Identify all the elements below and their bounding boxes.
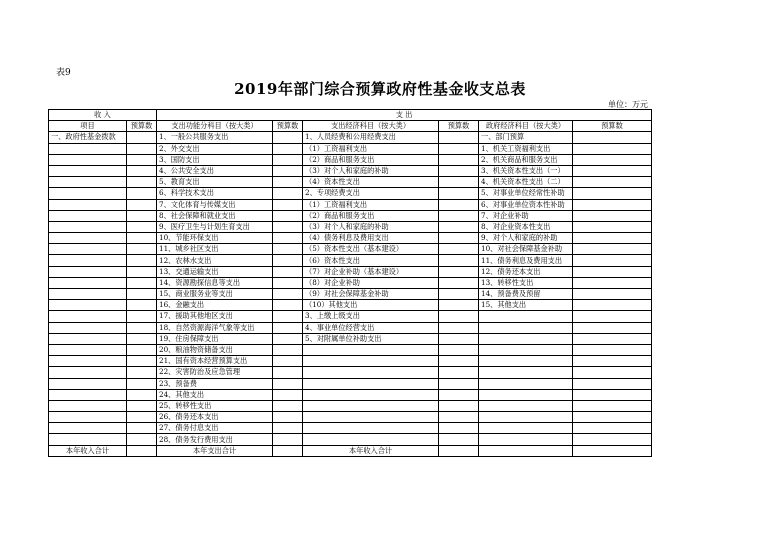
budget-value-cell	[127, 244, 157, 255]
budget-value-cell	[439, 389, 479, 400]
budget-value-cell	[127, 199, 157, 210]
econ-category-cell	[303, 367, 439, 378]
budget-value-cell	[127, 423, 157, 434]
gov-category-cell: 10、对社会保障基金补助	[479, 244, 573, 255]
budget-value-cell	[273, 311, 303, 322]
budget-value-cell	[439, 367, 479, 378]
budget-value-cell	[127, 165, 157, 176]
budget-value-cell	[273, 221, 303, 232]
budget-value-cell	[127, 400, 157, 411]
table-row	[49, 300, 652, 311]
econ-category-cell: （8）对企业补助	[303, 277, 439, 288]
budget-value-cell	[127, 289, 157, 300]
gov-category-cell: 5、对事业单位经常性补助	[479, 188, 573, 199]
budget-value-cell	[439, 132, 479, 143]
func-category-cell: 21、国有资本经营预算支出	[157, 356, 273, 367]
table-row	[49, 389, 652, 400]
budget-value-cell	[439, 311, 479, 322]
budget-value-cell	[127, 445, 157, 456]
page-title: 2019年部门综合预算政府性基金收支总表	[234, 80, 526, 98]
col-item-header: 项目	[49, 121, 127, 132]
budget-value-cell	[573, 311, 652, 322]
econ-category-cell: 4、事业单位经营支出	[303, 322, 439, 333]
income-item-cell	[49, 177, 127, 188]
budget-value-cell	[439, 400, 479, 411]
gov-category-cell: 1、机关工资福利支出	[479, 143, 573, 154]
econ-category-cell	[303, 356, 439, 367]
gov-category-cell: 14、预备费及预留	[479, 289, 573, 300]
income-item-cell	[49, 333, 127, 344]
func-category-cell: 16、金融支出	[157, 300, 273, 311]
gov-category-cell: 一、部门预算	[479, 132, 573, 143]
income-item-cell	[49, 300, 127, 311]
econ-category-cell: （1）工资福利支出	[303, 143, 439, 154]
income-item-cell	[49, 221, 127, 232]
gov-category-cell: 3、机关资本性支出（一）	[479, 165, 573, 176]
income-item-cell	[49, 143, 127, 154]
table-row	[49, 233, 652, 244]
budget-value-cell	[439, 344, 479, 355]
budget-value-cell	[439, 333, 479, 344]
budget-value-cell	[273, 233, 303, 244]
func-category-cell: 19、住房保障支出	[157, 333, 273, 344]
gov-category-cell	[479, 367, 573, 378]
income-item-cell	[49, 367, 127, 378]
gov-category-cell: 9、对个人和家庭的补助	[479, 233, 573, 244]
func-category-cell: 12、农林水支出	[157, 255, 273, 266]
func-category-cell: 8、社会保障和就业支出	[157, 210, 273, 221]
budget-value-cell	[273, 154, 303, 165]
budget-value-cell	[573, 165, 652, 176]
budget-value-cell	[439, 233, 479, 244]
income-item-cell	[49, 277, 127, 288]
budget-value-cell	[573, 434, 652, 445]
gov-category-cell: 15、其他支出	[479, 300, 573, 311]
func-category-cell: 9、医疗卫生与计划生育支出	[157, 221, 273, 232]
budget-value-cell	[127, 188, 157, 199]
func-category-cell: 2、外交支出	[157, 143, 273, 154]
income-item-cell	[49, 356, 127, 367]
func-category-cell: 3、国防支出	[157, 154, 273, 165]
budget-value-cell	[127, 210, 157, 221]
table-row	[49, 367, 652, 378]
econ-category-cell: （6）资本性支出	[303, 255, 439, 266]
budget-value-cell	[573, 143, 652, 154]
table-row	[49, 289, 652, 300]
budget-value-cell	[573, 154, 652, 165]
table-row	[49, 356, 652, 367]
func-category-cell: 27、债务付息支出	[157, 423, 273, 434]
budget-value-cell	[127, 233, 157, 244]
income-item-cell	[49, 434, 127, 445]
gov-category-cell	[479, 344, 573, 355]
income-item-cell	[49, 322, 127, 333]
budget-value-cell	[273, 445, 303, 456]
expense-header: 支 出	[157, 110, 652, 121]
table-row	[49, 378, 652, 389]
gov-category-cell	[479, 378, 573, 389]
header-row-2	[49, 121, 652, 132]
budget-value-cell	[573, 356, 652, 367]
func-category-cell: 10、节能环保支出	[157, 233, 273, 244]
budget-value-cell	[439, 322, 479, 333]
table-row	[49, 344, 652, 355]
budget-value-cell	[127, 177, 157, 188]
income-item-cell	[49, 412, 127, 423]
budget-value-cell	[273, 322, 303, 333]
budget-value-cell	[439, 210, 479, 221]
econ-category-cell: （4）资本性支出	[303, 177, 439, 188]
table-row	[49, 199, 652, 210]
budget-value-cell	[439, 177, 479, 188]
func-category-cell: 14、资源勘探信息等支出	[157, 277, 273, 288]
budget-value-cell	[439, 412, 479, 423]
totals-row	[49, 445, 652, 456]
table-row	[49, 165, 652, 176]
table-row	[49, 423, 652, 434]
budget-value-cell	[439, 423, 479, 434]
econ-category-cell	[303, 400, 439, 411]
income-item-cell: 一、政府性基金拨款	[49, 132, 127, 143]
func-category-cell: 20、粮油物资储备支出	[157, 344, 273, 355]
budget-value-cell	[273, 378, 303, 389]
budget-value-cell	[573, 412, 652, 423]
budget-value-cell	[127, 221, 157, 232]
income-header: 收 入	[49, 110, 157, 121]
econ-category-cell: （10）其他支出	[303, 300, 439, 311]
budget-value-cell	[573, 177, 652, 188]
budget-value-cell	[573, 333, 652, 344]
budget-value-cell	[573, 210, 652, 221]
budget-value-cell	[127, 434, 157, 445]
func-category-cell: 17、援助其他地区支出	[157, 311, 273, 322]
func-category-cell: 1、一般公共服务支出	[157, 132, 273, 143]
table-row	[49, 311, 652, 322]
income-item-cell	[49, 289, 127, 300]
budget-value-cell	[439, 266, 479, 277]
budget-value-cell	[273, 400, 303, 411]
budget-value-cell	[439, 289, 479, 300]
table-row	[49, 266, 652, 277]
budget-value-cell	[273, 132, 303, 143]
gov-category-cell: 7、对企业补助	[479, 210, 573, 221]
gov-category-cell	[479, 434, 573, 445]
budget-value-cell	[127, 143, 157, 154]
budget-value-cell	[573, 199, 652, 210]
gov-category-cell	[479, 389, 573, 400]
func-category-cell: 22、灾害防治及应急管理	[157, 367, 273, 378]
budget-value-cell	[439, 356, 479, 367]
budget-value-cell	[573, 277, 652, 288]
table-row	[49, 255, 652, 266]
unit-label: 单位：万元	[608, 100, 648, 109]
budget-value-cell	[273, 210, 303, 221]
budget-value-cell	[127, 322, 157, 333]
budget-value-cell	[573, 445, 652, 456]
gov-category-cell: 12、债务还本支出	[479, 266, 573, 277]
gov-category-cell	[479, 333, 573, 344]
budget-value-cell	[127, 412, 157, 423]
table-row	[49, 143, 652, 154]
econ-category-cell: （1）工资福利支出	[303, 199, 439, 210]
budget-value-cell	[273, 333, 303, 344]
table-row	[49, 434, 652, 445]
table-row	[49, 154, 652, 165]
budget-value-cell	[127, 344, 157, 355]
income-item-cell	[49, 255, 127, 266]
budget-value-cell	[439, 378, 479, 389]
econ-category-cell: （3）对个人和家庭的补助	[303, 221, 439, 232]
budget-value-cell	[439, 165, 479, 176]
income-item-cell	[49, 233, 127, 244]
econ-category-cell	[303, 423, 439, 434]
col-econ-header: 支出经济科目（按大类）	[303, 121, 439, 132]
col-budget-header: 预算数	[127, 121, 157, 132]
header-row-1	[49, 110, 652, 121]
table-row	[49, 400, 652, 411]
budget-value-cell	[273, 423, 303, 434]
gov-total-cell	[479, 445, 573, 456]
econ-category-cell: （9）对社会保障基金补助	[303, 289, 439, 300]
func-category-cell: 25、转移性支出	[157, 400, 273, 411]
budget-value-cell	[273, 244, 303, 255]
gov-category-cell: 11、债务利息及费用支出	[479, 255, 573, 266]
budget-value-cell	[573, 423, 652, 434]
budget-value-cell	[439, 221, 479, 232]
budget-value-cell	[273, 177, 303, 188]
table-row	[49, 221, 652, 232]
budget-value-cell	[127, 277, 157, 288]
gov-category-cell: 2、机关商品和服务支出	[479, 154, 573, 165]
budget-value-cell	[127, 367, 157, 378]
budget-value-cell	[127, 132, 157, 143]
func-category-cell: 26、债务还本支出	[157, 412, 273, 423]
budget-value-cell	[573, 132, 652, 143]
econ-category-cell	[303, 389, 439, 400]
func-category-cell: 28、债务发行费用支出	[157, 434, 273, 445]
table-row	[49, 277, 652, 288]
budget-value-cell	[439, 277, 479, 288]
budget-value-cell	[439, 154, 479, 165]
budget-value-cell	[439, 244, 479, 255]
gov-category-cell	[479, 412, 573, 423]
income-item-cell	[49, 199, 127, 210]
budget-value-cell	[273, 367, 303, 378]
budget-value-cell	[439, 300, 479, 311]
gov-category-cell	[479, 322, 573, 333]
budget-value-cell	[273, 266, 303, 277]
budget-value-cell	[127, 300, 157, 311]
budget-value-cell	[573, 255, 652, 266]
budget-value-cell	[573, 244, 652, 255]
func-category-cell: 18、自然资源海洋气象等支出	[157, 322, 273, 333]
econ-category-cell: （7）对企业补助（基本建设）	[303, 266, 439, 277]
budget-value-cell	[573, 322, 652, 333]
expense-total-label: 本年支出合计	[157, 445, 273, 456]
budget-value-cell	[127, 154, 157, 165]
econ-category-cell: 1、人员经费和公用经费支出	[303, 132, 439, 143]
econ-category-cell	[303, 344, 439, 355]
func-category-cell: 15、商业服务业等支出	[157, 289, 273, 300]
gov-category-cell: 6、对事业单位资本性补助	[479, 199, 573, 210]
budget-value-cell	[439, 255, 479, 266]
budget-value-cell	[273, 277, 303, 288]
budget-value-cell	[273, 289, 303, 300]
econ-category-cell: （2）商品和服务支出	[303, 210, 439, 221]
budget-value-cell	[273, 165, 303, 176]
income-item-cell	[49, 423, 127, 434]
econ-category-cell: （2）商品和服务支出	[303, 154, 439, 165]
income-item-cell	[49, 165, 127, 176]
budget-value-cell	[273, 255, 303, 266]
budget-value-cell	[573, 378, 652, 389]
income-item-cell	[49, 188, 127, 199]
budget-value-cell	[127, 356, 157, 367]
budget-value-cell	[273, 412, 303, 423]
budget-value-cell	[273, 389, 303, 400]
col-gov-header: 政府经济科目（按大类）	[479, 121, 573, 132]
budget-value-cell	[127, 311, 157, 322]
table-row	[49, 188, 652, 199]
budget-value-cell	[273, 434, 303, 445]
income-item-cell	[49, 266, 127, 277]
gov-category-cell: 8、对企业资本性支出	[479, 221, 573, 232]
func-category-cell: 6、科学技术支出	[157, 188, 273, 199]
budget-value-cell	[573, 367, 652, 378]
budget-value-cell	[273, 199, 303, 210]
table-number-label: 表9	[56, 68, 71, 78]
func-category-cell: 13、交通运输支出	[157, 266, 273, 277]
budget-value-cell	[439, 143, 479, 154]
income-item-cell	[49, 389, 127, 400]
econ-category-cell: （3）对个人和家庭的补助	[303, 165, 439, 176]
col-func-header: 支出功能分科目（按大类）	[157, 121, 273, 132]
table-row	[49, 132, 652, 143]
budget-value-cell	[573, 289, 652, 300]
gov-category-cell	[479, 311, 573, 322]
budget-value-cell	[127, 378, 157, 389]
econ-category-cell	[303, 378, 439, 389]
budget-value-cell	[573, 221, 652, 232]
table-row	[49, 177, 652, 188]
budget-value-cell	[573, 188, 652, 199]
budget-value-cell	[127, 389, 157, 400]
budget-value-cell	[573, 389, 652, 400]
func-category-cell: 24、其他支出	[157, 389, 273, 400]
gov-category-cell	[479, 356, 573, 367]
econ-total-label: 本年收入合计	[303, 445, 439, 456]
budget-value-cell	[573, 266, 652, 277]
income-item-cell	[49, 210, 127, 221]
table-row	[49, 244, 652, 255]
gov-category-cell: 4、机关资本性支出（二）	[479, 177, 573, 188]
budget-value-cell	[439, 445, 479, 456]
func-category-cell: 23、预备费	[157, 378, 273, 389]
econ-category-cell	[303, 412, 439, 423]
col-budget-header: 预算数	[439, 121, 479, 132]
budget-value-cell	[273, 188, 303, 199]
budget-value-cell	[573, 300, 652, 311]
budget-value-cell	[439, 188, 479, 199]
func-category-cell: 5、教育支出	[157, 177, 273, 188]
func-category-cell: 7、文化体育与传媒支出	[157, 199, 273, 210]
econ-category-cell: 5、对附属单位补助支出	[303, 333, 439, 344]
income-item-cell	[49, 400, 127, 411]
econ-category-cell	[303, 434, 439, 445]
func-category-cell: 11、城乡社区支出	[157, 244, 273, 255]
income-item-cell	[49, 344, 127, 355]
income-item-cell	[49, 154, 127, 165]
func-category-cell: 4、公共安全支出	[157, 165, 273, 176]
econ-category-cell: 3、上缴上级支出	[303, 311, 439, 322]
table-row	[49, 333, 652, 344]
income-item-cell	[49, 311, 127, 322]
col-budget-header: 预算数	[273, 121, 303, 132]
econ-category-cell: （5）资本性支出（基本建设）	[303, 244, 439, 255]
econ-category-cell: 2、专项经费支出	[303, 188, 439, 199]
budget-value-cell	[573, 400, 652, 411]
budget-value-cell	[127, 266, 157, 277]
table-row	[49, 322, 652, 333]
income-item-cell	[49, 378, 127, 389]
budget-value-cell	[439, 434, 479, 445]
budget-value-cell	[273, 143, 303, 154]
budget-value-cell	[273, 300, 303, 311]
budget-value-cell	[273, 344, 303, 355]
budget-value-cell	[127, 255, 157, 266]
budget-value-cell	[273, 356, 303, 367]
econ-category-cell: （4）债务利息及费用支出	[303, 233, 439, 244]
col-budget-header: 预算数	[573, 121, 652, 132]
budget-value-cell	[439, 199, 479, 210]
gov-category-cell	[479, 423, 573, 434]
budget-value-cell	[573, 233, 652, 244]
budget-table	[48, 109, 652, 457]
gov-category-cell	[479, 400, 573, 411]
table-row	[49, 412, 652, 423]
table-row	[49, 210, 652, 221]
budget-value-cell	[127, 333, 157, 344]
budget-value-cell	[573, 344, 652, 355]
gov-category-cell: 13、转移性支出	[479, 277, 573, 288]
income-item-cell	[49, 244, 127, 255]
income-total-label: 本年收入合计	[49, 445, 127, 456]
